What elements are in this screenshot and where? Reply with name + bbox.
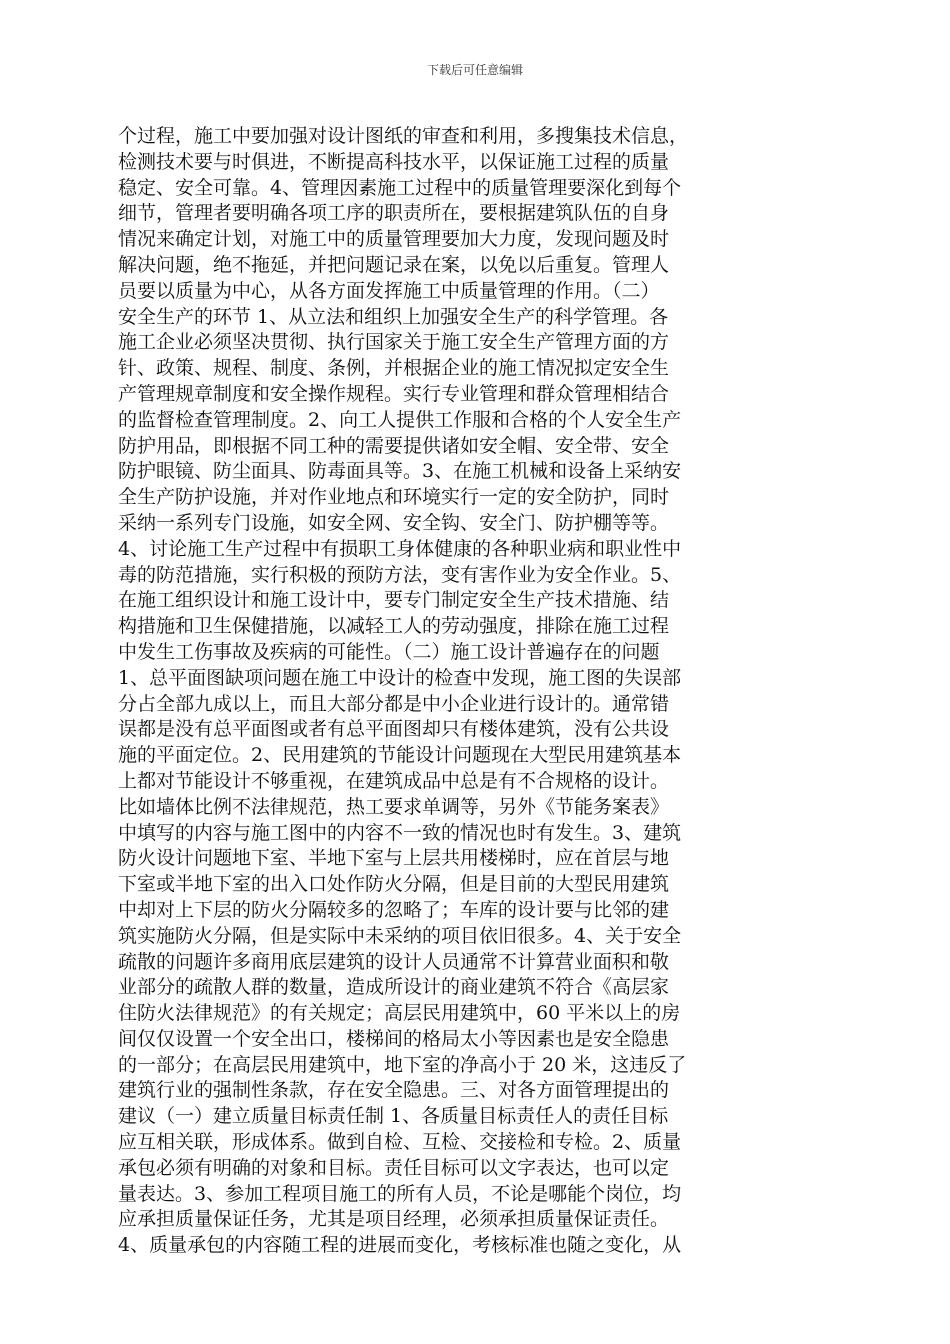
text-line: 上都对节能设计不够重视，在建筑成品中总是有不合规格的设计。 bbox=[118, 769, 670, 792]
text-line: 应承担质量保证任务，尤其是项目经理，必须承担质量保证责任。 bbox=[118, 1208, 670, 1231]
text-line: 业部分的疏散人群的数量，造成所设计的商业建筑不符合《高层家 bbox=[118, 976, 670, 999]
text-line: 构措施和卫生保健措施，以减轻工人的劳动强度，排除在施工过程 bbox=[118, 615, 670, 638]
text-line: 检测技术要与时俱进，不断提高科技水平，以保证施工过程的质量 bbox=[118, 150, 670, 173]
page-header: 下载后可任意编辑 bbox=[426, 63, 523, 77]
text-line: 的一部分；在高层民用建筑中，地下室的净高小于 20 米，这违反了 bbox=[118, 1053, 687, 1076]
text-line: 施的平面定位。2、民用建筑的节能设计问题现在大型民用建筑基本 bbox=[118, 744, 682, 767]
text-line: 应互相关联，形成体系。做到自检、互检、交接检和专检。2、质量 bbox=[118, 1131, 682, 1154]
text-line: 误都是没有总平面图或者有总平面图却只有楼体建筑，没有公共设 bbox=[118, 718, 670, 741]
text-line: 承包必须有明确的对象和目标。责任目标可以文字表达，也可以定 bbox=[118, 1156, 670, 1179]
text-line: 防护眼镜、防尘面具、防毒面具等。3、在施工机械和设备上采纳安 bbox=[118, 460, 682, 483]
text-line: 下室或半地下室的出入口处作防火分隔，但是目前的大型民用建筑 bbox=[118, 873, 670, 896]
text-line: 产管理规章制度和安全操作规程。实行专业管理和群众管理相结合 bbox=[118, 382, 670, 405]
text-line: 分占全部九成以上，而且大部分都是中小企业进行设计的。通常错 bbox=[118, 692, 670, 715]
text-line: 中填写的内容与施工图中的内容不一致的情况也时有发生。3、建筑 bbox=[118, 821, 682, 844]
document-body bbox=[118, 124, 830, 1259]
text-line: 住防火法律规范》的有关规定；高层民用建筑中，60 平米以上的房 bbox=[118, 1002, 681, 1025]
text-line: 在施工组织设计和施工设计中，要专门制定安全生产技术措施、结 bbox=[118, 589, 670, 612]
text-line: 4、质量承包的内容随工程的进展而变化，考核标准也随之变化，从 bbox=[118, 1234, 682, 1257]
text-line: 中却对上下层的防火分隔较多的忽略了；车库的设计要与比邻的建 bbox=[118, 898, 670, 921]
text-line: 施工企业必须坚决贯彻、执行国家关于施工安全生产管理方面的方 bbox=[118, 331, 670, 354]
text-line: 安全生产的环节 1、从立法和组织上加强安全生产的科学管理。各 bbox=[118, 305, 669, 328]
text-line: 比如墙体比例不法律规范，热工要求单调等，另外《节能务案表》 bbox=[118, 795, 670, 818]
text-line: 量表达。3、参加工程项目施工的所有人员，不论是哪能个岗位，均 bbox=[118, 1182, 682, 1205]
text-line: 中发生工伤事故及疾病的可能性。（二）施工设计普遍存在的问题 bbox=[118, 640, 660, 663]
text-line: 情况来确定计划，对施工中的质量管理要加大力度，发现问题及时 bbox=[118, 228, 670, 251]
text-line: 全生产防护设施，并对作业地点和环境实行一定的安全防护，同时 bbox=[118, 486, 670, 509]
text-line: 防护用品，即根据不同工种的需要提供诸如安全帽、安全带、安全 bbox=[118, 434, 670, 457]
text-line: 疏散的问题许多商用底层建筑的设计人员通常不计算营业面积和敬 bbox=[118, 950, 670, 973]
text-line: 1、总平面图缺项问题在施工中设计的检查中发现，施工图的失误部 bbox=[118, 666, 682, 689]
text-line: 防火设计问题地下室、半地下室与上层共用楼梯时，应在首层与地 bbox=[118, 847, 670, 870]
text-line: 建筑行业的强制性条款，存在安全隐患。三、对各方面管理提出的 bbox=[118, 1079, 670, 1102]
text-line: 细节，管理者要明确各项工序的职责所在，要根据建筑队伍的自身 bbox=[118, 202, 670, 225]
text-line: 建议（一）建立质量目标责任制 1、各质量目标责任人的责任目标 bbox=[118, 1105, 669, 1128]
text-line: 个过程，施工中要加强对设计图纸的审查和利用，多搜集技术信息， bbox=[118, 125, 689, 147]
text-line: 解决问题，绝不拖延，并把问题记录在案，以免以后重复。管理人 bbox=[118, 253, 670, 276]
text-line: 稳定、安全可靠。4、管理因素施工过程中的质量管理要深化到每个 bbox=[118, 176, 682, 199]
text-line: 间仅仅设置一个安全出口，楼梯间的格局太小等因素也是安全隐患 bbox=[118, 1027, 670, 1050]
text-line: 员要以质量为中心，从各方面发挥施工中质量管理的作用。（二） bbox=[118, 279, 660, 302]
text-line: 筑实施防火分隔，但是实际中未采纳的项目依旧很多。4、关于安全 bbox=[118, 924, 682, 947]
text-line: 的监督检查管理制度。2、向工人提供工作服和合格的个人安全生产 bbox=[118, 408, 682, 431]
text-line: 针、政策、规程、制度、条例，并根据企业的施工情况拟定安全生 bbox=[118, 357, 670, 380]
text-line: 毒的防范措施，实行积极的预防方法，变有害作业为安全作业。5、 bbox=[118, 563, 682, 586]
text-line: 采纳一系列专门设施，如安全网、安全钩、安全门、防护棚等等。 bbox=[118, 511, 670, 534]
text-line: 4、讨论施工生产过程中有损职工身体健康的各种职业病和职业性中 bbox=[118, 537, 682, 560]
